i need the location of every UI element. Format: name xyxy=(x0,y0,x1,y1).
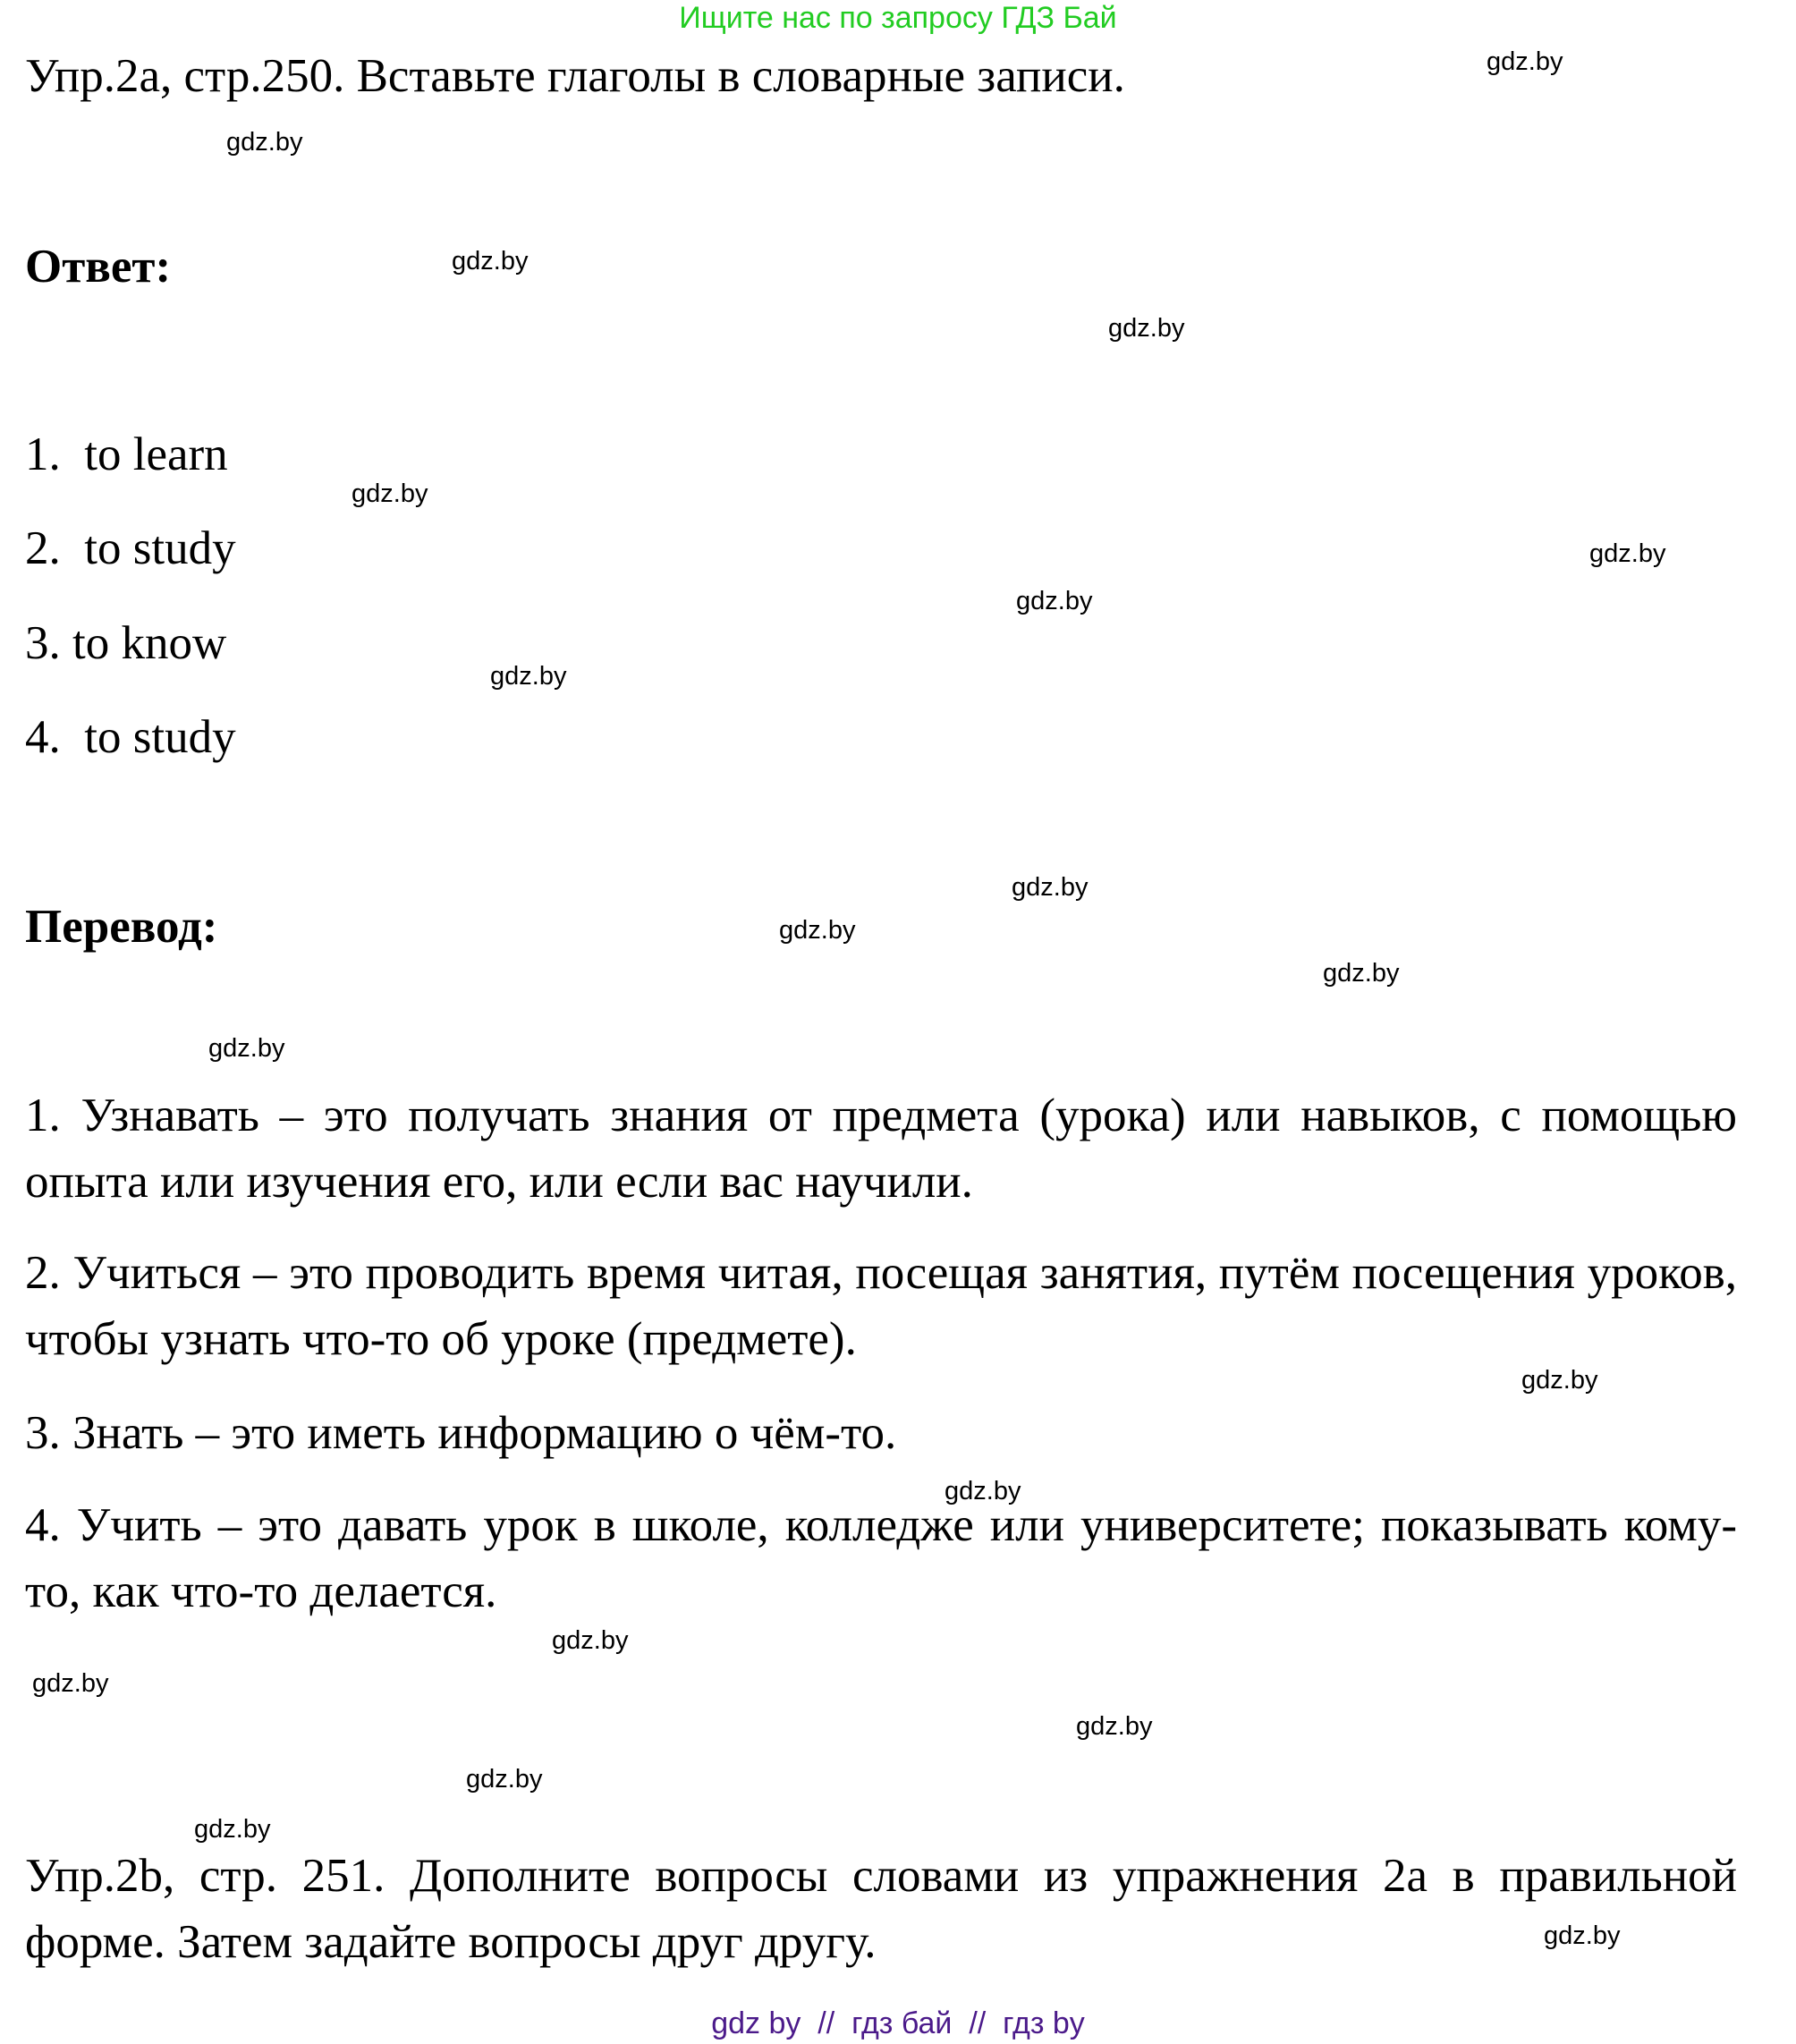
answer-item xyxy=(25,522,236,575)
watermark: gdz.by xyxy=(1544,1921,1621,1950)
watermark: gdz.by xyxy=(452,247,529,276)
watermark: gdz.by xyxy=(1108,314,1185,343)
watermark: gdz.by xyxy=(352,479,428,508)
translation-paragraph-4: 4. Учить – это давать урок в школе, колледже или университете; показывать кому-то, как что-то делается. xyxy=(25,1499,1737,1617)
answer-text: to study xyxy=(84,522,236,574)
watermark: gdz.by xyxy=(779,916,856,945)
watermark: gdz.by xyxy=(945,1477,1021,1505)
watermark: gdz.by xyxy=(1323,959,1400,988)
answer-text: to know xyxy=(72,617,227,669)
watermark: gdz.by xyxy=(466,1765,543,1794)
answer-number: 4. xyxy=(25,711,61,763)
watermark: gdz.by xyxy=(1012,873,1089,902)
translation-heading: Перевод: xyxy=(25,901,218,953)
answer-text: to learn xyxy=(84,428,228,480)
watermark: gdz.by xyxy=(226,128,303,157)
translation-paragraph-1: 1. Узнавать – это получать знания от предмета (урока) или навыков, с помощью опыта или изучения его, или если вас научили. xyxy=(25,1090,1737,1208)
translation-paragraph-3: 3. Знать – это иметь информацию о чём-то. xyxy=(25,1407,897,1459)
exercise-2a-title: Упр.2а, стр.250. Вставьте глаголы в словарные записи. xyxy=(25,50,1125,102)
watermark: gdz.by xyxy=(1016,587,1093,615)
watermark: gdz.by xyxy=(194,1815,271,1844)
translation-paragraph-2: 2. Учиться – это проводить время читая, посещая занятия, путём посещения уроков, чтобы узнать что-то об уроке (предмете). xyxy=(25,1247,1737,1365)
watermark: gdz.by xyxy=(1521,1366,1598,1395)
answer-item xyxy=(25,616,226,670)
answer-item xyxy=(25,710,236,764)
watermark: gdz.by xyxy=(1589,539,1666,568)
search-banner: Ищите нас по запросу ГДЗ Бай xyxy=(679,1,1117,35)
answer-number: 3. xyxy=(25,617,61,669)
watermark: gdz.by xyxy=(1487,47,1563,76)
watermark: gdz.by xyxy=(32,1669,109,1698)
answer-number: 1. xyxy=(25,428,61,480)
watermark: gdz.by xyxy=(490,662,567,691)
exercise-2b-title: Упр.2b, стр. 251. Дополните вопросы словами из упражнения 2а в правильной форме. Затем задайте вопросы друг другу. xyxy=(25,1850,1737,1968)
watermark: gdz.by xyxy=(208,1034,285,1063)
answer-number: 2. xyxy=(25,522,61,574)
watermark: gdz.by xyxy=(1076,1712,1153,1741)
answer-text: to study xyxy=(84,711,236,763)
answer-item xyxy=(25,428,228,481)
footer-links: gdz by // гдз бай // гдз by xyxy=(711,2006,1085,2040)
answer-heading: Ответ: xyxy=(25,241,172,293)
watermark: gdz.by xyxy=(552,1626,629,1655)
